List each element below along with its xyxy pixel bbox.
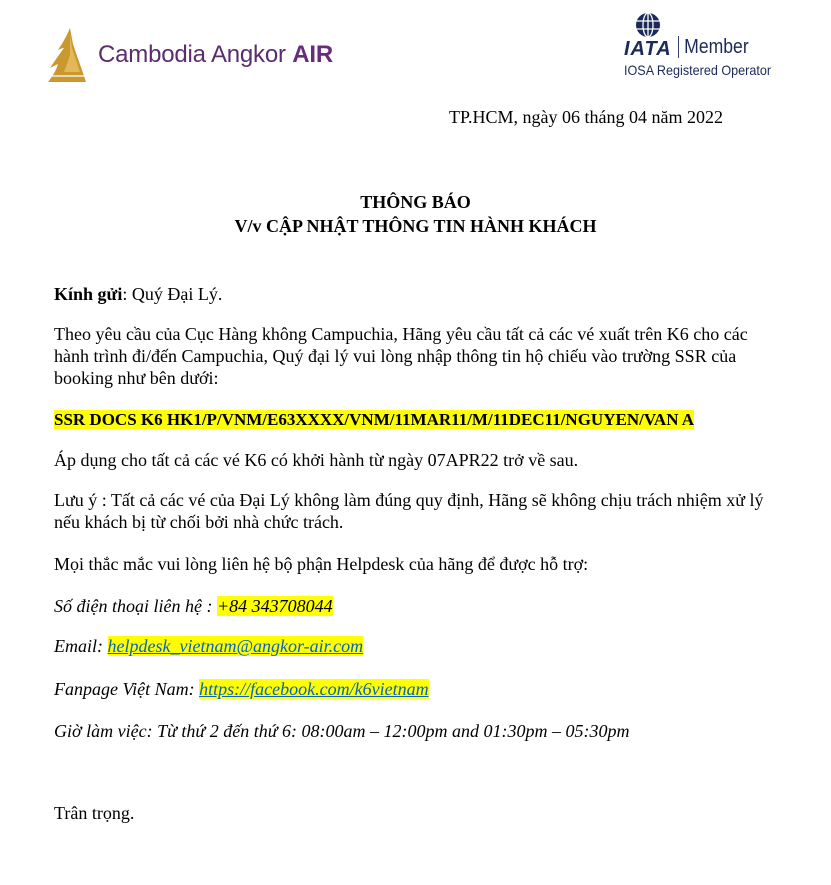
email-line xyxy=(54,635,784,657)
phone-line xyxy=(54,595,784,617)
date-line: TP.HCM, ngày 06 tháng 04 năm 2022 xyxy=(449,107,723,127)
angkor-temple-icon xyxy=(44,26,88,84)
ssr-example xyxy=(54,409,784,431)
iosa-label: IOSA Registered Operator xyxy=(624,62,772,78)
greeting-text: : Quý Đại Lý. xyxy=(122,284,223,304)
brand-accent: AIR xyxy=(292,41,333,68)
email-link[interactable]: helpdesk_vietnam@angkor-air.com xyxy=(107,636,364,656)
document-subtitle: V/v CẬP NHẬT THÔNG TIN HÀNH KHÁCH xyxy=(234,216,597,236)
fanpage-line xyxy=(54,678,784,700)
ssr-example-text: SSR DOCS K6 HK1/P/VNM/E63XXXX/VNM/11MAR11/M/11DEC11/NGUYEN/VAN A xyxy=(54,410,695,429)
phone-number[interactable]: +84 343708044 xyxy=(216,596,333,616)
closing: Trân trọng. xyxy=(54,803,135,823)
greeting xyxy=(54,283,784,305)
phone-label: Số điện thoại liên hệ : xyxy=(54,596,217,616)
airline-logo xyxy=(44,26,333,84)
iata-logo xyxy=(624,12,758,58)
iata-mark xyxy=(624,12,672,58)
brand-name: Cambodia Angkor AIR xyxy=(98,41,333,68)
globe-icon xyxy=(635,12,661,38)
paragraph-apply: Áp dụng cho tất cả các vé K6 có khởi hành từ ngày 07APR22 trở về sau. xyxy=(54,450,579,470)
greeting-label: Kính gửi xyxy=(54,284,123,304)
fanpage-label: Fanpage Việt Nam: xyxy=(54,679,200,699)
working-hours: Giờ làm việc: Từ thứ 2 đến thứ 6: 08:00am – 12:00pm and 01:30pm – 05:30pm xyxy=(54,721,630,741)
member-label: Member xyxy=(678,36,749,58)
paragraph-note: Lưu ý : Tất cả các vé của Đại Lý không làm đúng quy định, Hãng sẽ không chịu trách nhiệm xử lý nếu khách bị từ chối bởi nhà chức trách. xyxy=(54,490,764,532)
email-label: Email: xyxy=(54,636,108,656)
member-label-wrap xyxy=(678,36,758,58)
iata-text: IATA xyxy=(624,38,672,60)
paragraph-helpdesk: Mọi thắc mắc vui lòng liên hệ bộ phận Helpdesk của hãng để được hỗ trợ: xyxy=(54,554,589,574)
fanpage-link[interactable]: https://facebook.com/k6vietnam xyxy=(199,679,429,699)
document-title: THÔNG BÁO xyxy=(360,192,471,212)
paragraph-request: Theo yêu cầu của Cục Hàng không Campuchia, Hãng yêu cầu tất cả các vé xuất trên K6 cho các hành trình đi/đến Campuchia, Quý đại lý vui lòng nhập thông tin hộ chiếu vào trường SSR của booking như bên dưới: xyxy=(54,324,748,388)
